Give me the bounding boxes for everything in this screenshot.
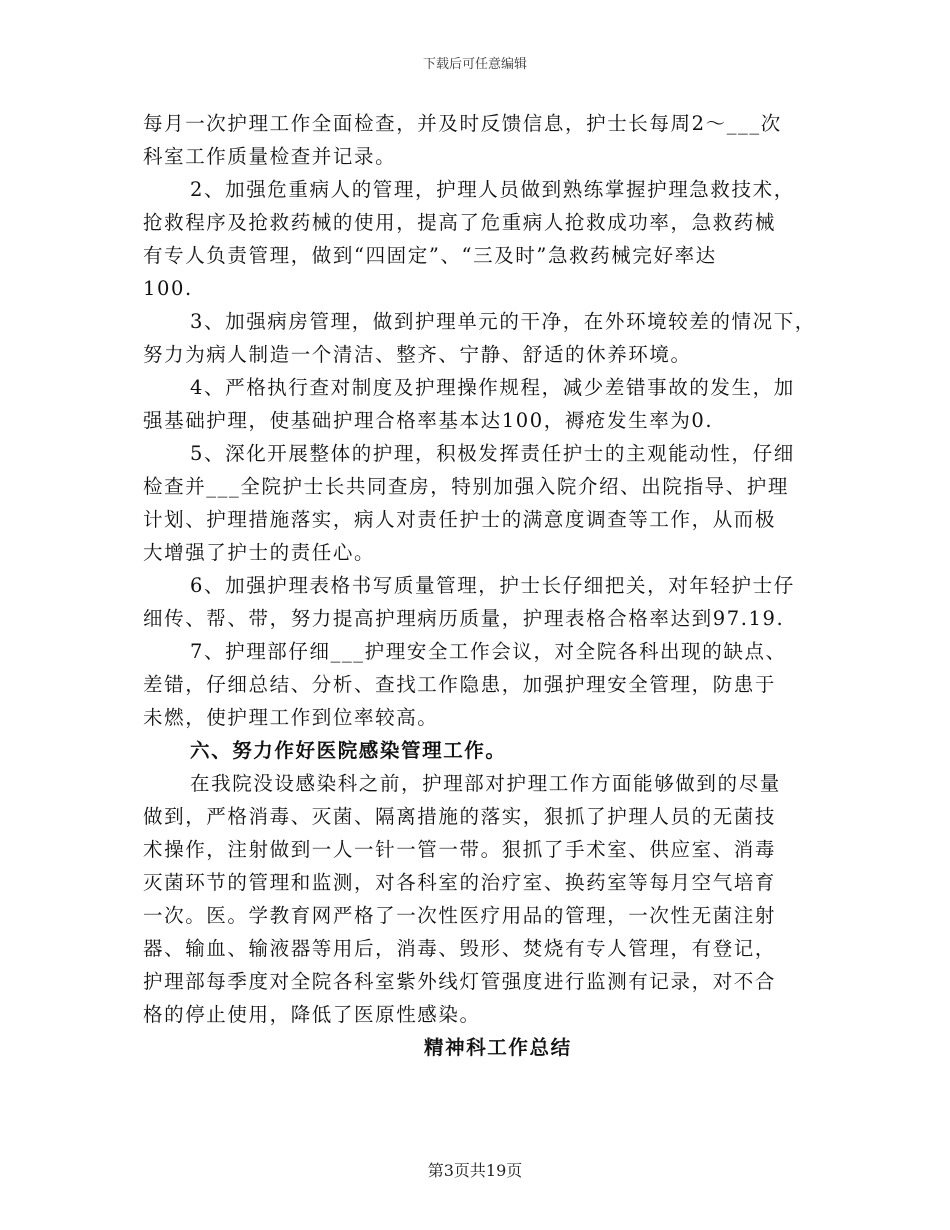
text-line: 100. xyxy=(143,277,193,300)
page-footer: 第3页共19页 xyxy=(427,1161,523,1180)
text-line: 细传、帮、带，努力提高护理病历质量，护理表格合格率达到97.19. xyxy=(143,607,785,630)
page-header: 下载后可任意编辑 xyxy=(422,57,527,72)
section-heading: 六、努力作好医院感染管理工作。 xyxy=(190,739,507,762)
text-line: 4、严格执行查对制度及护理操作规程，减少差错事故的发生，加 xyxy=(190,376,795,399)
text-line: 未燃，使护理工作到位率较高。 xyxy=(143,706,439,729)
text-line: 7、护理部仔细___护理安全工作会议，对全院各科出现的缺点、 xyxy=(190,640,787,663)
text-line: 做到，严格消毒、灭菌、隔离措施的落实，狠抓了护理人员的无菌技 xyxy=(143,805,777,828)
text-line: 每月一次护理工作全面检查，并及时反馈信息，护士长每周2～___次 xyxy=(143,112,782,135)
text-line: 6、加强护理表格书写质量管理，护士长仔细把关，对年轻护士仔 xyxy=(190,574,795,597)
document-title: 精神科工作总结 xyxy=(424,1036,572,1059)
text-line: 有专人负责管理，做到“四固定”、“三及时”急救药械完好率达 xyxy=(143,244,717,267)
text-line: 5、深化开展整体的护理，积极发挥责任护士的主观能动性，仔细 xyxy=(190,442,795,465)
document-body xyxy=(143,107,823,1064)
text-line: 强基础护理，使基础护理合格率基本达100，褥疮发生率为0. xyxy=(143,409,714,432)
text-line: 抢救程序及抢救药械的使用，提高了危重病人抢救成功率，急救药械 xyxy=(143,211,777,234)
text-line: 努力为病人制造一个清洁、整齐、宁静、舒适的休养环境。 xyxy=(143,343,692,366)
text-line: 大增强了护士的责任心。 xyxy=(143,541,376,564)
text-line: 器、输血、输液器等用后，消毒、毁形、焚烧有专人管理，有登记， xyxy=(143,937,777,960)
text-line: 在我院没设感染科之前，护理部对护理工作方面能够做到的尽量 xyxy=(190,772,781,795)
text-line: 护理部每季度对全院各科室紫外线灯管强度进行监测有记录，对不合 xyxy=(143,970,777,993)
text-line: 检查并___全院护士长共同查房，特别加强入院介绍、出院指导、护理 xyxy=(143,475,789,498)
text-line: 格的停止使用，降低了医原性感染。 xyxy=(143,1003,481,1026)
text-line: 一次。医。学教育网严格了一次性医疗用品的管理，一次性无菌注射 xyxy=(143,904,777,927)
text-line: 灭菌环节的管理和监测，对各科室的治疗室、换药室等每月空气培育 xyxy=(143,871,777,894)
text-line: 2、加强危重病人的管理，护理人员做到熟练掌握护理急救技术， xyxy=(190,178,795,201)
text-line: 计划、护理措施落实，病人对责任护士的满意度调查等工作，从而极 xyxy=(143,508,777,531)
text-line: 科室工作质量检查并记录。 xyxy=(143,145,397,168)
text-line: 术操作，注射做到一人一针一管一带。狠抓了手术室、供应室、消毒 xyxy=(143,838,777,861)
text-line: 差错，仔细总结、分析、查找工作隐患，加强护理安全管理，防患于 xyxy=(143,673,777,696)
text-line: 3、加强病房管理，做到护理单元的干净，在外环境较差的情况下， xyxy=(190,310,816,333)
